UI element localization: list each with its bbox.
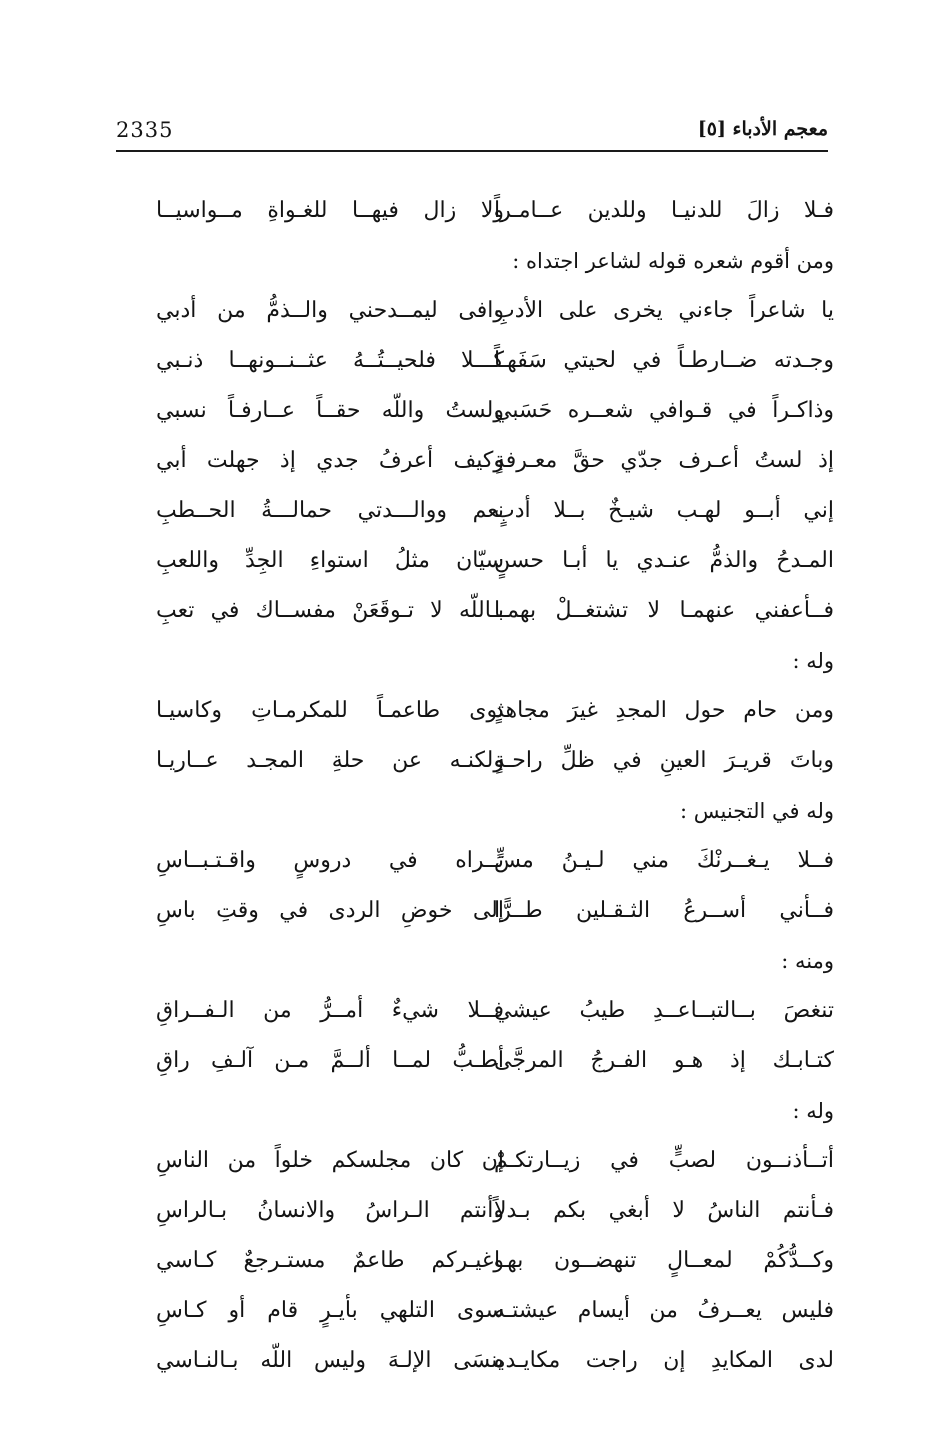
first-hemistich: فــأعفني عنهمـا لا تشتغــلْ بهمـا (494, 598, 834, 623)
first-hemistich: فــلا يـغــرنْكَ مني لـيـنُ مسٍّ (494, 848, 834, 873)
second-hemistich: وغيـركم طاعمٌ مستـرجعٌ كـاسي (156, 1248, 504, 1273)
verse-line (0, 586, 938, 636)
first-hemistich: إذ لستُ أعـرف جدّي حقَّ معـرفةٍ (494, 448, 834, 473)
first-hemistich: وذاكـراً في قـوافي شعــره حَسَبي (494, 398, 834, 423)
running-title: معجم الأدباء [٥] (697, 118, 828, 140)
verse-line (0, 1336, 938, 1386)
first-hemistich: يا شاعراً جاءني يخرى على الأدبِ (494, 298, 834, 323)
first-hemistich: فـلا زالَ للدنيـا وللدين عــامـراً (494, 198, 834, 223)
verse-line (0, 1286, 938, 1336)
prose-line: ومنه : (781, 949, 834, 973)
verse-line (0, 186, 938, 236)
verse-line (0, 1036, 938, 1086)
verse-line (0, 836, 938, 886)
first-hemistich: لدى المكايدِ إن راجت مكايـده (494, 1348, 834, 1373)
first-hemistich: فـأنتم الناسُ لا أبغي بكم بـدلاً (494, 1198, 834, 1223)
first-hemistich: إني أبــو لهـب شيـخٌ بــلا أدبٍ (494, 498, 834, 523)
first-hemistich: أتــأذنــون لصبٍّ في زيــارتكـمْ (494, 1148, 834, 1173)
first-hemistich: ومن حام حول المجدِ غيرَ مجاهدٍ (494, 698, 834, 723)
second-hemistich: وكيف أعرفُ جدي إذ جهلت أبي (156, 448, 504, 473)
verse-line (0, 1136, 938, 1186)
second-hemistich: بـاللّه لا تـوقَعَنْ مفســاك في تعبِ (156, 598, 504, 623)
second-hemistich: ولكنـه عن حلةِ المجـد عــاريـا (156, 748, 504, 773)
second-hemistich: نعم ووالـــدتي حمالـــةُ الحــطبِ (156, 498, 504, 523)
first-hemistich: وباتَ قريـرَ العينِ في ظلِّ راحـةٍ (494, 748, 834, 773)
second-hemistich: إلى خوضِ الردى في وقتِ باسِ (156, 898, 504, 923)
second-hemistich: وأنتم الـراسُ والانسانُ بـالراسِ (156, 1198, 504, 1223)
second-hemistich: ثوى طاعمـاً للمكرمـاتِ وكاسيـا (156, 698, 504, 723)
second-hemistich: ينسَى الإلـهَ وليس اللّه بـالنـاسي (156, 1348, 504, 1373)
second-hemistich: كـــلا فلحيــتُــهُ عثــنــونهــا ذنـبي (156, 348, 504, 373)
prose-line: وله : (792, 1099, 834, 1123)
second-hemistich: ولا زال فيهــا للغـواةِ مــواسيــا (156, 198, 504, 223)
verse-line (0, 1186, 938, 1236)
verse-line (0, 986, 938, 1036)
verse-line (0, 686, 938, 736)
first-hemistich: فليس يعــرفُ من أيسام عيشتـه (494, 1298, 834, 1323)
prose-line: وله في التجنيس : (679, 799, 834, 823)
first-hemistich: كتـابـك إذ هـو الفـرجُ المرجَّى (494, 1048, 834, 1073)
verse-line (0, 336, 938, 386)
page-body (0, 186, 938, 1386)
prose-line: ومن أقوم شعره قوله لشاعر اجتداه : (512, 249, 834, 273)
verse-line (0, 736, 938, 786)
first-hemistich: فــأني أســرعُ الثـقـلين طــرًّا (494, 898, 834, 923)
first-hemistich: المـدحُ والذمُّ عنـدي يا أبـا حسنٍ (494, 548, 834, 573)
first-hemistich: وجـدته ضــارطـاً في لحيتي سَفَهـاً (494, 348, 834, 373)
second-hemistich: فــلا شيءٌ أمــرُّ من الـفــراقِ (156, 998, 504, 1023)
first-hemistich: تنغصَ بــالتبــاعــدِ طيبُ عيشي (494, 998, 834, 1023)
page-number: 2335 (116, 118, 174, 142)
second-hemistich: سوى التلهي بأيـرٍ قام أو كـاسِ (156, 1298, 504, 1323)
verse-line (0, 536, 938, 586)
first-hemistich: وكــدُّكُمْ لمعــالٍ تنهضــون بهـا (494, 1248, 834, 1273)
page-header (116, 118, 828, 152)
prose-line: وله : (792, 649, 834, 673)
verse-line (0, 436, 938, 486)
second-hemistich: سيّان مثلُ استواءِ الجِدِّ واللعبِ (156, 548, 504, 573)
second-hemistich: إن كان مجلسكم خلواً من الناسِ (156, 1148, 504, 1173)
second-hemistich: ولستُ واللّه حقــاً عــارفـاً نسبي (156, 398, 504, 423)
second-hemistich: أطـبُّ لمــا ألــمَّ مـن آلـفِ راقِ (156, 1048, 504, 1073)
verse-line (0, 286, 938, 336)
second-hemistich: تــراه في دروسٍ واقـتـبــاسِ (156, 848, 504, 873)
verse-line (0, 886, 938, 936)
verse-line (0, 386, 938, 436)
verse-line (0, 1236, 938, 1286)
verse-line (0, 486, 938, 536)
second-hemistich: وافى ليمــدحني والــذمُّ من أدبي (156, 298, 504, 323)
